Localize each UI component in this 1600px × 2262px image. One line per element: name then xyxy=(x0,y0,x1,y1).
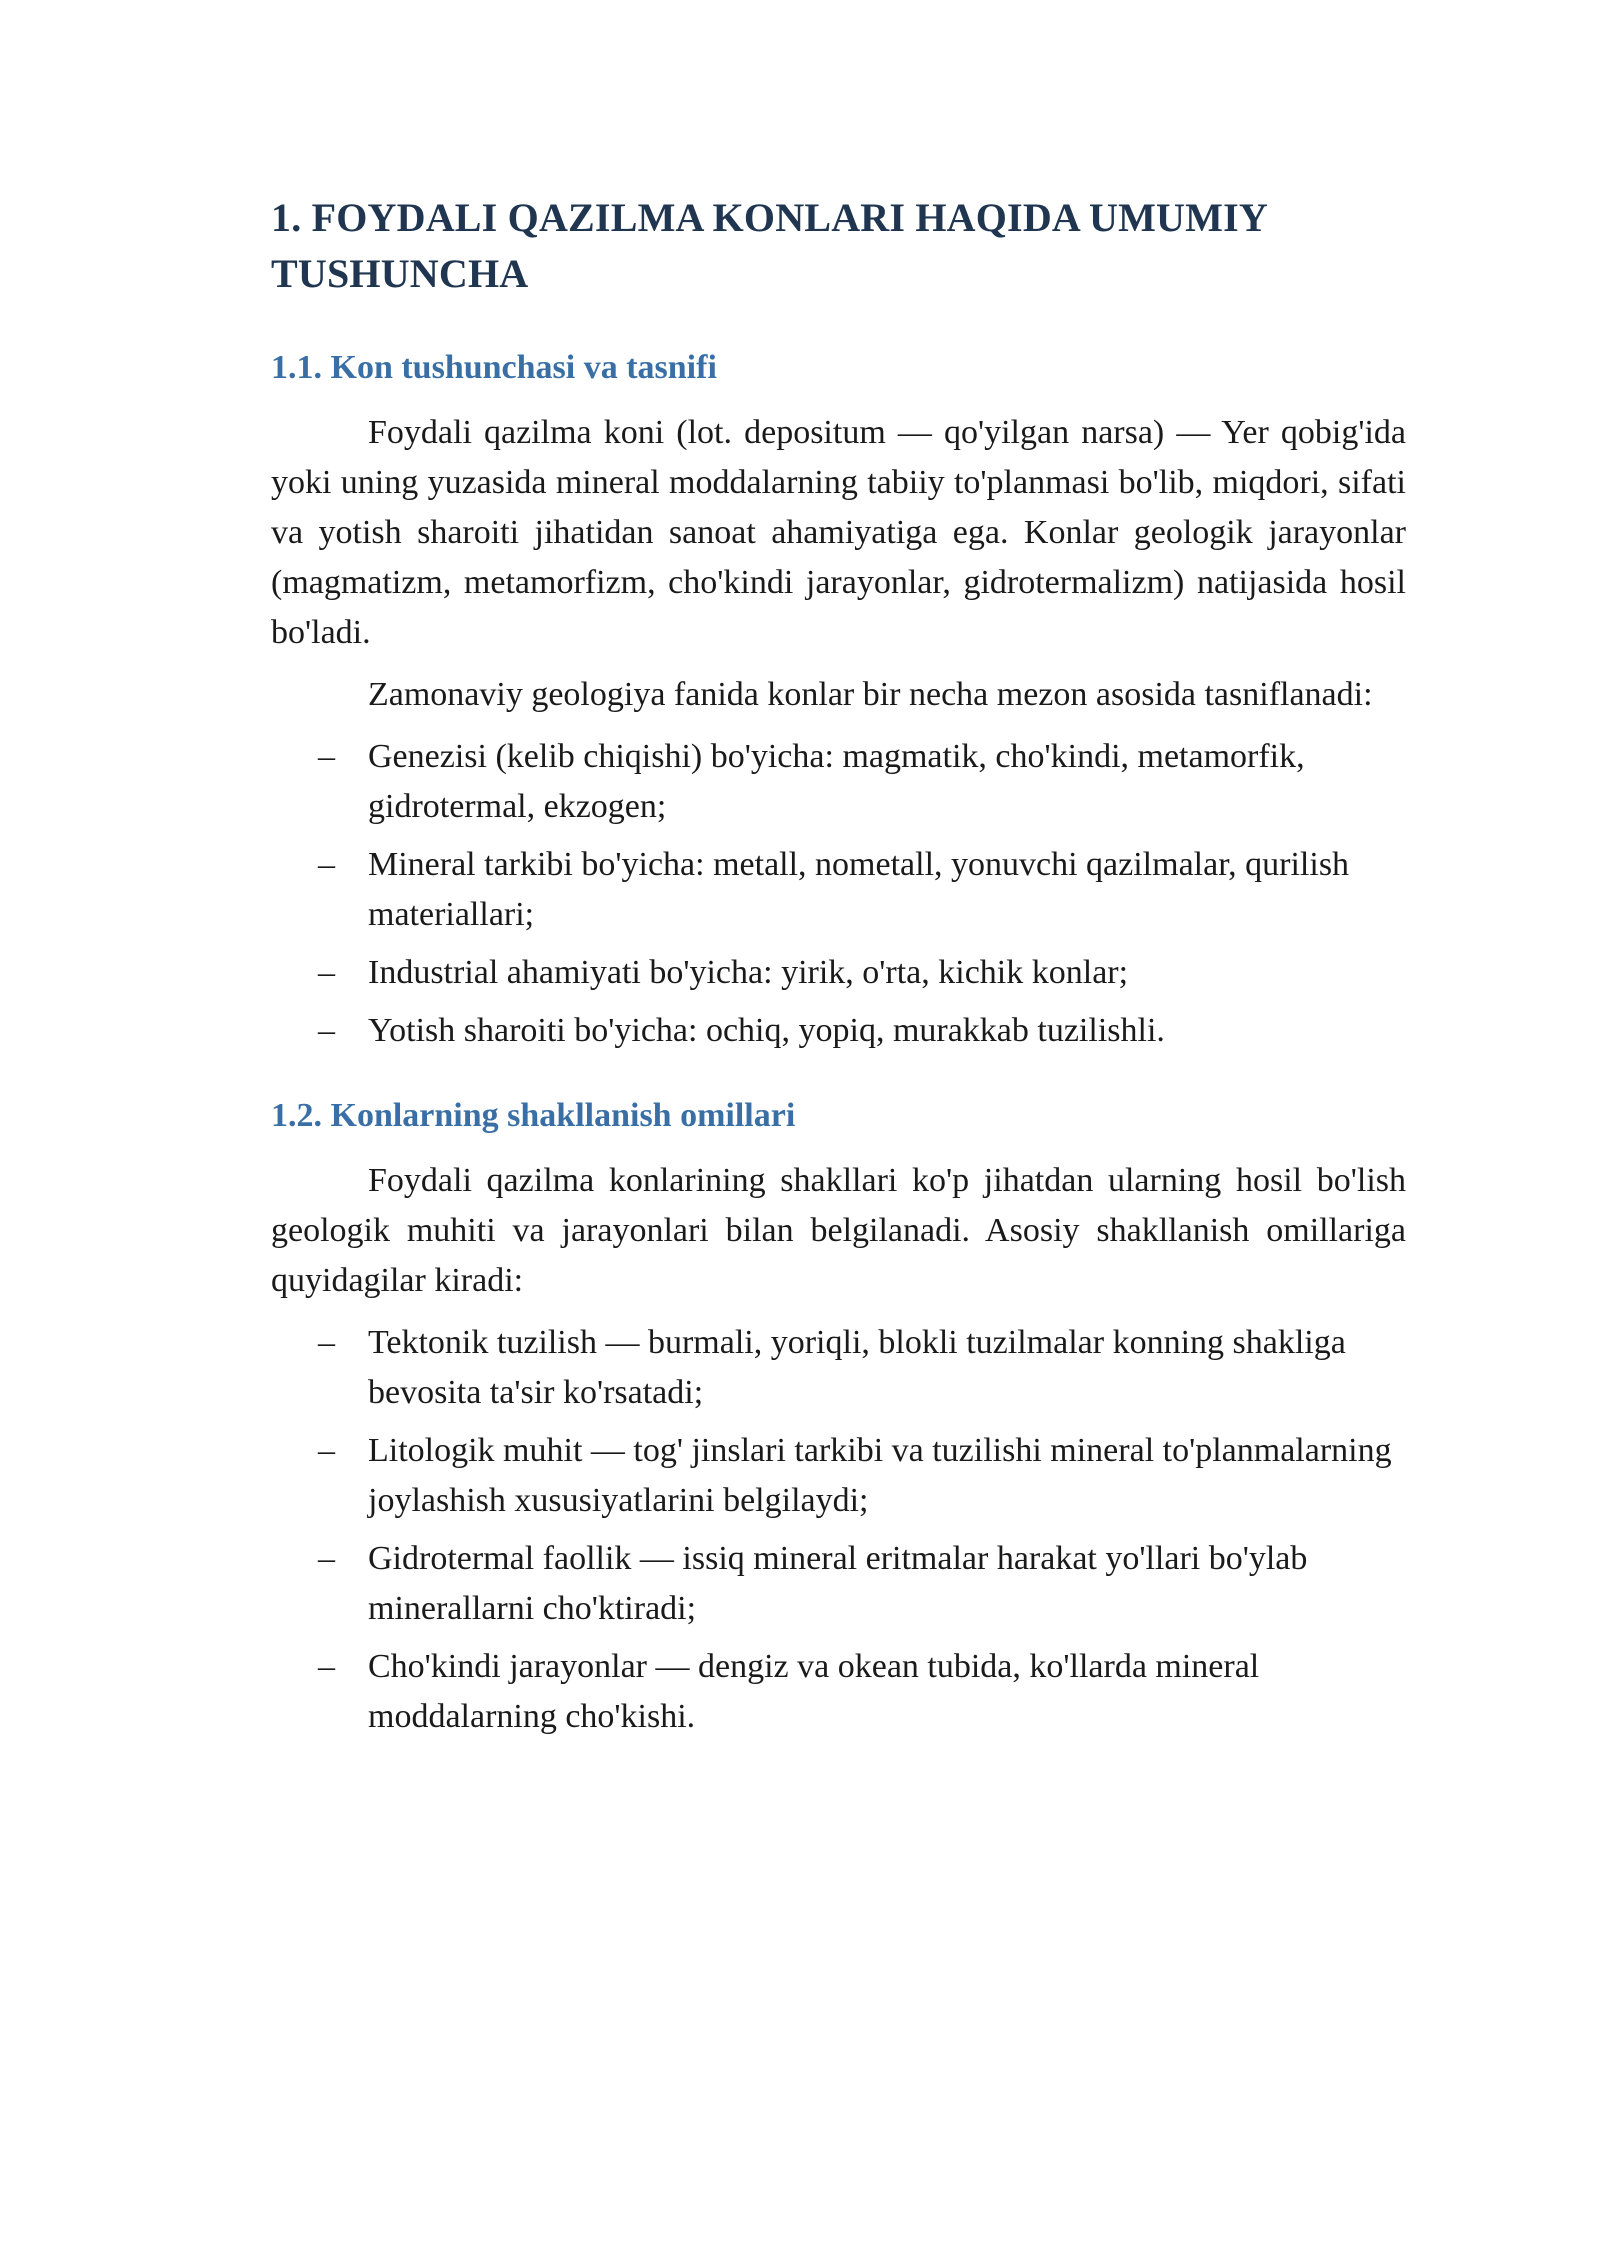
classification-list xyxy=(271,732,1406,1056)
dash-bullet: – xyxy=(318,1648,335,1685)
document-title: 1. FOYDALI QAZILMA KONLARI HAQIDA UMUMIY TUSHUNCHA xyxy=(271,195,1267,296)
dash-bullet: – xyxy=(318,1324,335,1361)
list-item xyxy=(271,1006,1406,1056)
paragraph: Foydali qazilma konlarining shakllari ko'p jihatdan ularning hosil bo'lish geologik muhiti va jarayonlari bilan belgilanadi. Asosiy shakllanish omillariga quyidagilar kiradi: xyxy=(271,1162,1406,1299)
dash-bullet: – xyxy=(318,954,335,991)
list-item xyxy=(271,840,1406,940)
list-item-text: Industrial ahamiyati bo'yicha: yirik, o'rta, kichik konlar; xyxy=(368,954,1129,991)
list-item-text: Yotish sharoiti bo'yicha: ochiq, yopiq, murakkab tuzilishli. xyxy=(368,1012,1165,1049)
list-item xyxy=(271,1426,1406,1526)
list-item-text: Mineral tarkibi bo'yicha: metall, nometall, yonuvchi qazilmalar, qurilish materiallari; xyxy=(368,846,1350,933)
dash-bullet: – xyxy=(318,846,335,883)
factors-list xyxy=(271,1318,1406,1742)
section-heading: 1.1. Kon tushunchasi va tasnifi xyxy=(271,349,717,386)
list-item-text: Gidrotermal faollik — issiq mineral eritmalar harakat yo'llari bo'ylab minerallarni cho'ktiradi; xyxy=(368,1540,1308,1627)
list-item xyxy=(271,1642,1406,1742)
section-shakllanish-omillari xyxy=(271,1094,1406,1742)
section-heading: 1.2. Konlarning shakllanish omillari xyxy=(271,1097,796,1134)
dash-bullet: – xyxy=(318,1012,335,1049)
document-page xyxy=(271,190,1406,1750)
list-item-text: Genezisi (kelib chiqishi) bo'yicha: magmatik, cho'kindi, metamorfik, gidrotermal, ekzogen; xyxy=(368,738,1305,825)
list-item-text: Cho'kindi jarayonlar — dengiz va okean tubida, ko'llarda mineral moddalarning cho'kishi. xyxy=(368,1648,1260,1735)
list-item xyxy=(271,1534,1406,1634)
list-item xyxy=(271,1318,1406,1418)
list-item-text: Tektonik tuzilish — burmali, yoriqli, blokli tuzilmalar konning shakliga bevosita ta'sir ko'rsatadi; xyxy=(368,1324,1346,1411)
list-item xyxy=(271,732,1406,832)
dash-bullet: – xyxy=(318,1432,335,1469)
list-item xyxy=(271,948,1406,998)
paragraph: Foydali qazilma koni (lot. depositum — qo'yilgan narsa) — Yer qobig'ida yoki uning yuzasida mineral moddalarning tabiiy to'planmasi bo'lib, miqdori, sifati va yotish sharoiti jihatidan sanoat ahamiyatiga ega. Konlar geologik jarayonlar (magmatizm, metamorfizm, cho'kindi jarayonlar, gidrotermalizm) natijasida hosil bo'ladi. xyxy=(271,414,1406,651)
dash-bullet: – xyxy=(318,1540,335,1577)
dash-bullet: – xyxy=(318,738,335,775)
list-item-text: Litologik muhit — tog' jinslari tarkibi va tuzilishi mineral to'planmalarning joylashish xususiyatlarini belgilaydi; xyxy=(368,1432,1392,1519)
section-kon-tushunchasi xyxy=(271,346,1406,1056)
paragraph: Zamonaviy geologiya fanida konlar bir necha mezon asosida tasniflanadi: xyxy=(368,676,1373,713)
